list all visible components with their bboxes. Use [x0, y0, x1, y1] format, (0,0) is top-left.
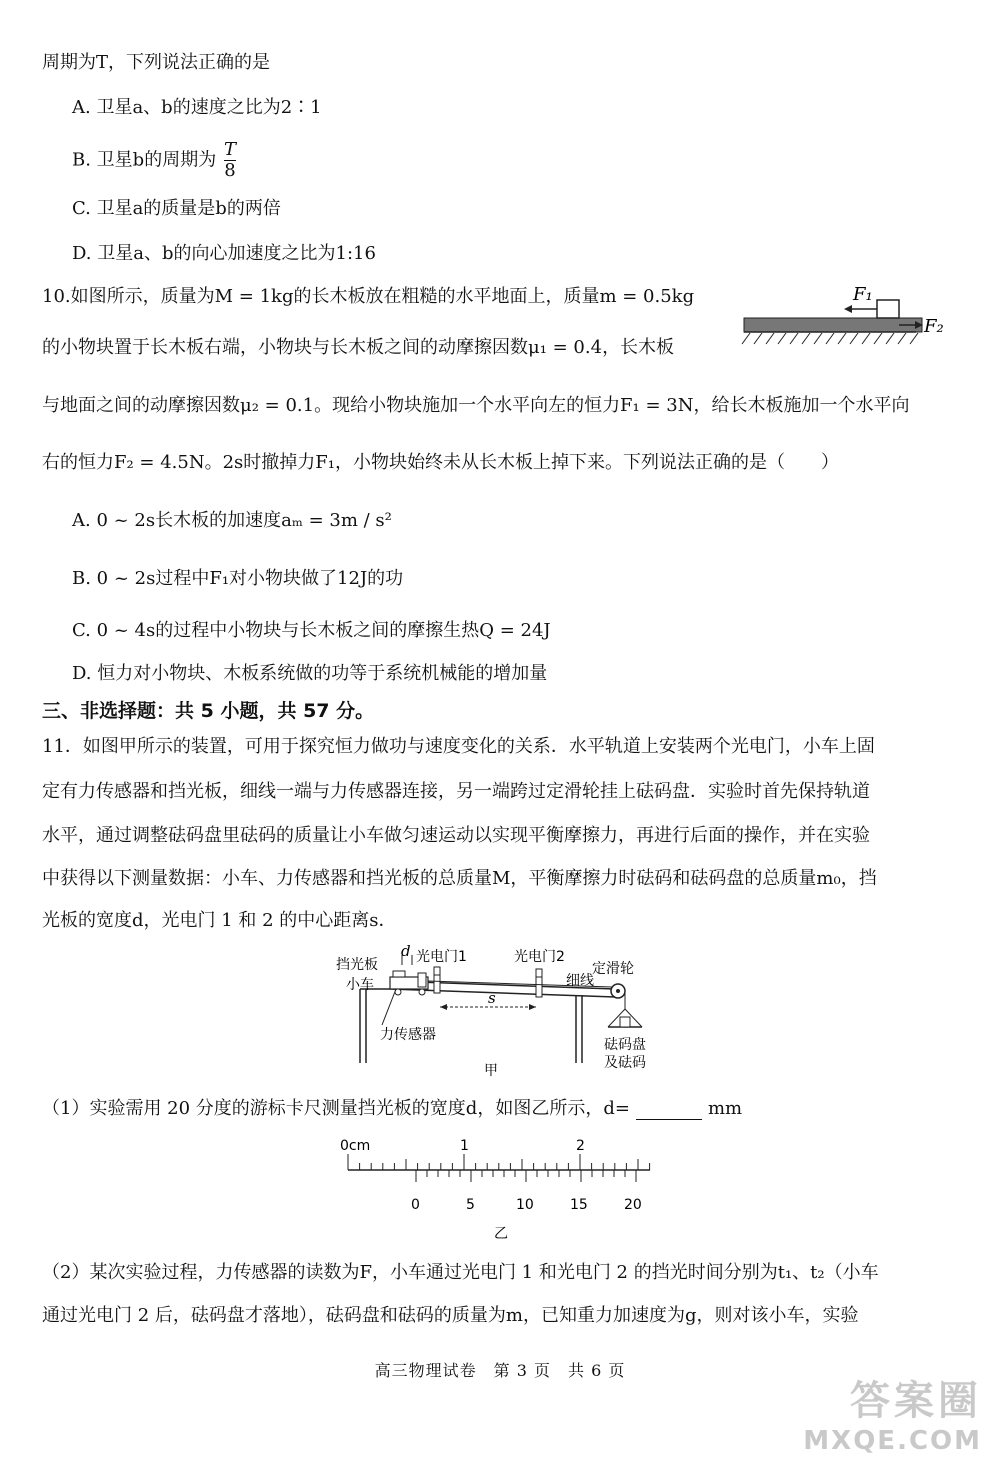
main-label-2: 2 — [576, 1138, 585, 1154]
label-gdm1: 光电门1 — [416, 949, 467, 965]
q10-option-b: B. 0 ~ 2s过程中F₁对小物块做了12J的功 — [72, 568, 404, 589]
q10-line-1: 10.如图所示，质量为M = 1kg的长木板放在粗糙的水平地面上，质量m = 0.5kg — [42, 286, 695, 307]
label-xixian: 细线 — [566, 973, 594, 989]
fraction-denominator: 8 — [224, 159, 236, 181]
answer-blank — [636, 1103, 702, 1120]
q9-option-b — [72, 140, 236, 181]
q11-part1-text: （1）实验需用 20 分度的游标卡尺测量挡光板的宽度d，如图乙所示，d= — [42, 1098, 630, 1119]
label-dangguangban: 挡光板 — [336, 957, 378, 973]
q10-option-c: C. 0 ~ 4s的过程中小物块与长木板之间的摩擦生热Q = 24J — [72, 620, 551, 641]
q9-stem-tail: 周期为T，下列说法正确的是 — [42, 52, 271, 73]
q11-part1-unit: mm — [707, 1098, 743, 1119]
label-jifama: 及砝码 — [604, 1055, 646, 1071]
q10-option-a: A. 0 ~ 2s长木板的加速度aₘ = 3m / s² — [72, 510, 392, 531]
q11-line-4: 中获得以下测量数据：小车、力传感器和挡光板的总质量M，平衡摩擦力时砝码和砝码盘的总质量m₀，挡 — [42, 868, 877, 889]
vernier-label-5: 5 — [466, 1197, 475, 1213]
figure-jia-apparatus — [330, 945, 670, 1085]
page-footer: 高三物理试卷 第 3 页 共 6 页 — [374, 1361, 626, 1380]
vernier-label-20: 20 — [624, 1197, 642, 1213]
vernier-label-0: 0 — [411, 1197, 420, 1213]
q11-line-3: 水平，通过调整砝码盘里砝码的质量让小车做匀速运动以实现平衡摩擦力，再进行后面的操作，并在实验 — [42, 825, 870, 846]
label-s: s — [488, 989, 496, 1007]
label-xiaoche: 小车 — [346, 977, 374, 993]
q9-option-c: C. 卫星a的质量是b的两倍 — [72, 198, 281, 219]
section-heading: 三、非选择题：共 5 小题，共 57 分。 — [42, 700, 375, 722]
main-label-1: 1 — [460, 1138, 469, 1154]
q10-board-block-figure — [730, 282, 960, 352]
label-lichuanganqi: 力传感器 — [380, 1027, 436, 1043]
figure-yi-vernier-caliper — [330, 1130, 670, 1240]
label-d: d — [401, 945, 411, 960]
q9-option-d: D. 卫星a、b的向心加速度之比为1:16 — [72, 243, 376, 264]
q10-line-3: 与地面之间的动摩擦因数μ₂ = 0.1。现给小物块施加一个水平向左的恒力F₁ = 3N，给长木板施加一个水平向 — [42, 395, 910, 416]
q11-part2-line-2: 通过光电门 2 后，砝码盘才落地），砝码盘和砝码的质量为m，已知重力加速度为g，则对该小车，实验 — [42, 1305, 859, 1326]
watermark-bottom: MXQE.COM — [803, 1426, 982, 1456]
label-f1: F₁ — [853, 284, 873, 305]
q10-line-2: 的小物块置于长木板右端，小物块与长木板之间的动摩擦因数μ₁ = 0.4，长木板 — [42, 337, 675, 358]
caption-jia: 甲 — [484, 1063, 498, 1079]
watermark-top: 答案圈 — [850, 1378, 982, 1424]
fraction-numerator: T — [223, 139, 236, 160]
q11-line-5: 光板的宽度d，光电门 1 和 2 的中心距离s． — [42, 910, 397, 931]
watermark-logo — [803, 1369, 982, 1456]
caption-yi: 乙 — [494, 1226, 508, 1240]
q10-line-4: 右的恒力F₂ = 4.5N。2s时撤掉力F₁，小物块始终未从长木板上掉下来。下列说法正确的是（ ） — [42, 452, 839, 473]
q9-option-b-text: B. 卫星b的周期为 — [72, 149, 217, 171]
main-label-0cm: 0cm — [340, 1138, 371, 1154]
q11-line-2: 定有力传感器和挡光板，细线一端与力传感器连接，另一端跨过定滑轮挂上砝码盘．实验时首先保持轨道 — [42, 781, 870, 802]
q11-part1 — [42, 1098, 742, 1120]
q10-option-d: D. 恒力对小物块、木板系统做的功等于系统机械能的增加量 — [72, 663, 548, 684]
vernier-label-15: 15 — [570, 1197, 588, 1213]
label-f2: F₂ — [924, 316, 944, 337]
q9-option-a: A. 卫星a、b的速度之比为2∶1 — [72, 97, 322, 118]
vernier-label-10: 10 — [516, 1197, 534, 1213]
q11-line-1: 11．如图甲所示的装置，可用于探究恒力做功与速度变化的关系．水平轨道上安装两个光电门，小车上固 — [42, 736, 875, 757]
fraction-t-over-8 — [224, 140, 236, 181]
label-dinghualun: 定滑轮 — [592, 961, 634, 977]
q11-part2-line-1: （2）某次实验过程，力传感器的读数为F，小车通过光电门 1 和光电门 2 的挡光时间分别为t₁、t₂（小车 — [42, 1262, 879, 1283]
label-famapan: 砝码盘 — [604, 1037, 646, 1053]
label-gdm2: 光电门2 — [514, 949, 565, 965]
